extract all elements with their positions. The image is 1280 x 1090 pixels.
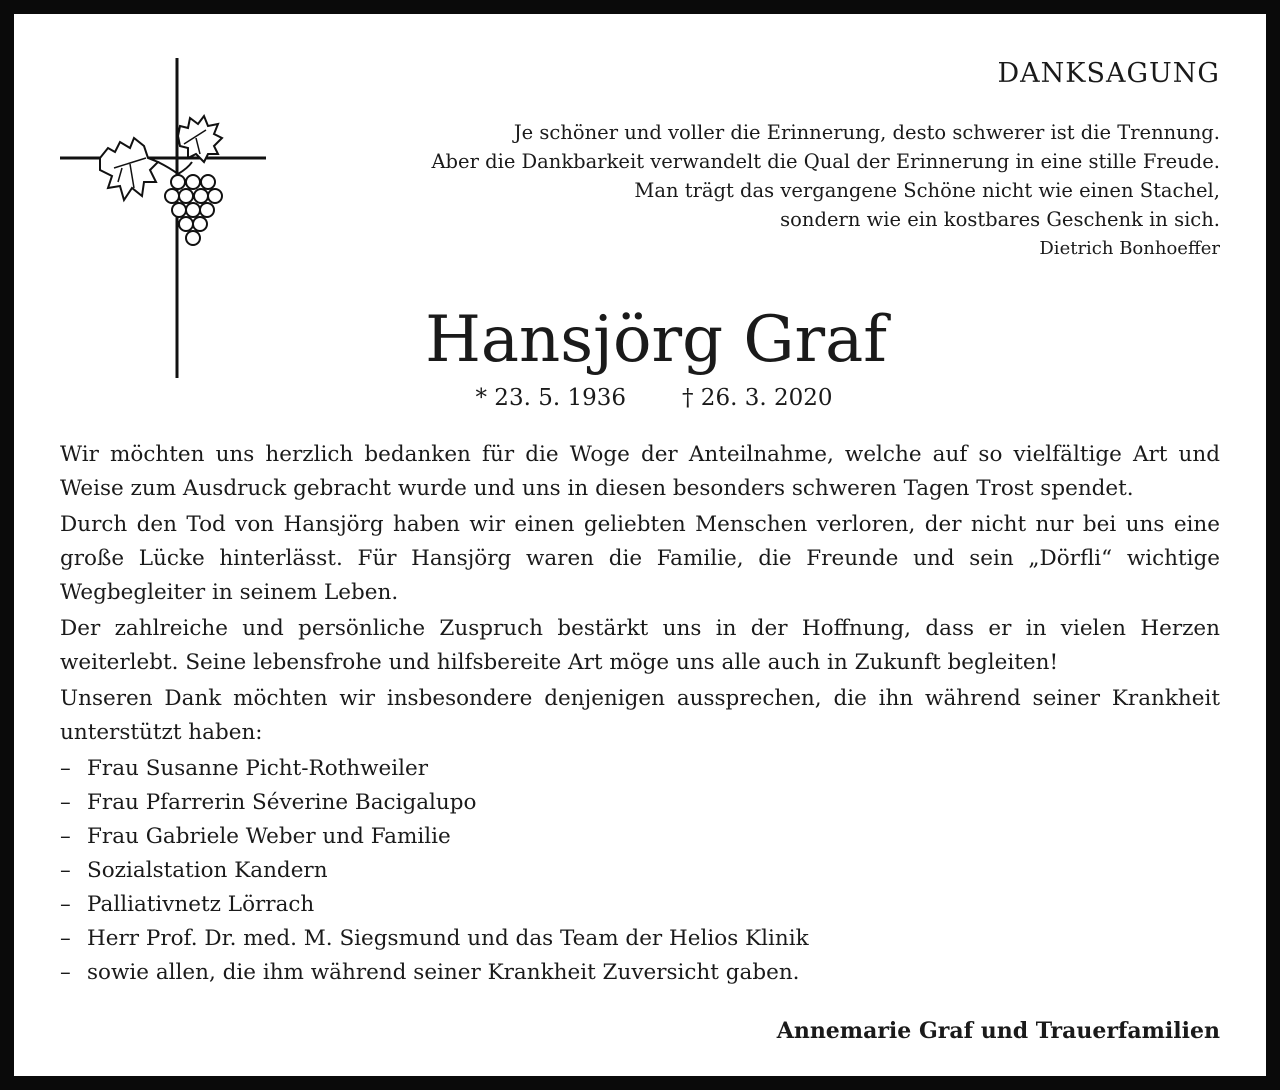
deceased-name: Hansjörg Graf: [425, 303, 887, 377]
list-dash: –: [60, 790, 71, 815]
list-item: [60, 820, 1220, 854]
quote-line: Je schöner und voller die Erinnerung, desto schwerer ist die Trennung.: [513, 121, 1220, 144]
list-item: [60, 922, 1220, 956]
quote-line: sondern wie ein kostbares Geschenk in sich.: [780, 208, 1220, 231]
list-item: [60, 854, 1220, 888]
list-item-text: Herr Prof. Dr. med. M. Siegsmund und das Team der Helios Klinik: [87, 926, 809, 951]
list-dash: –: [60, 960, 71, 985]
list-item-text: Frau Gabriele Weber und Familie: [87, 824, 451, 849]
list-dash: –: [60, 926, 71, 951]
message-body: [60, 438, 1220, 990]
list-dash: –: [60, 892, 71, 917]
paragraph: Durch den Tod von Hansjörg haben wir einen geliebten Menschen verloren, der nicht nur bei uns eine große Lücke hinterlässt. Für Hansjörg waren die Familie, die Freunde und sein „Dörfli“ wichtige Wegbegleiter in seinem Leben.: [60, 512, 1220, 605]
thanks-list: [60, 752, 1220, 990]
quote-line: Man trägt das vergangene Schöne nicht wie einen Stachel,: [634, 179, 1220, 202]
paragraph: Wir möchten uns herzlich bedanken für die Woge der Anteilnahme, welche auf so vielfältige Art und Weise zum Ausdruck gebracht wurde und uns in diesen besonders schweren Tagen Trost spendet.: [60, 442, 1220, 501]
list-item: [60, 786, 1220, 820]
signature: Annemarie Graf und Trauerfamilien: [776, 1018, 1220, 1044]
list-item: [60, 956, 1220, 990]
birth-date: * 23. 5. 1936: [475, 385, 626, 411]
list-dash: –: [60, 858, 71, 883]
quote-line: Aber die Dankbarkeit verwandelt die Qual der Erinnerung in eine stille Freude.: [431, 150, 1220, 173]
death-date: † 26. 3. 2020: [682, 385, 833, 411]
list-item-text: sowie allen, die ihm während seiner Krankheit Zuversicht gaben.: [87, 960, 800, 985]
list-item-text: Frau Susanne Picht-Rothweiler: [87, 756, 429, 781]
heading: DANKSAGUNG: [997, 58, 1220, 89]
paragraph: Unseren Dank möchten wir insbesondere denjenigen aussprechen, die ihn während seiner Krankheit unterstützt haben:: [60, 686, 1220, 745]
list-item-text: Sozialstation Kandern: [87, 858, 328, 883]
life-dates: [14, 385, 1280, 411]
list-dash: –: [60, 756, 71, 781]
list-item: [60, 888, 1220, 922]
list-item-text: Palliativnetz Lörrach: [87, 892, 315, 917]
quote: [320, 118, 1220, 263]
list-item-text: Frau Pfarrerin Séverine Bacigalupo: [87, 790, 477, 815]
paragraph: Der zahlreiche und persönliche Zuspruch bestärkt uns in der Hoffnung, dass er in vielen Herzen weiterlebt. Seine lebensfrohe und hilfsbereite Art möge uns alle auch in Zukunft begleiten!: [60, 616, 1220, 675]
quote-author: Dietrich Bonhoeffer: [1039, 238, 1220, 259]
list-dash: –: [60, 824, 71, 849]
list-item: [60, 752, 1220, 786]
